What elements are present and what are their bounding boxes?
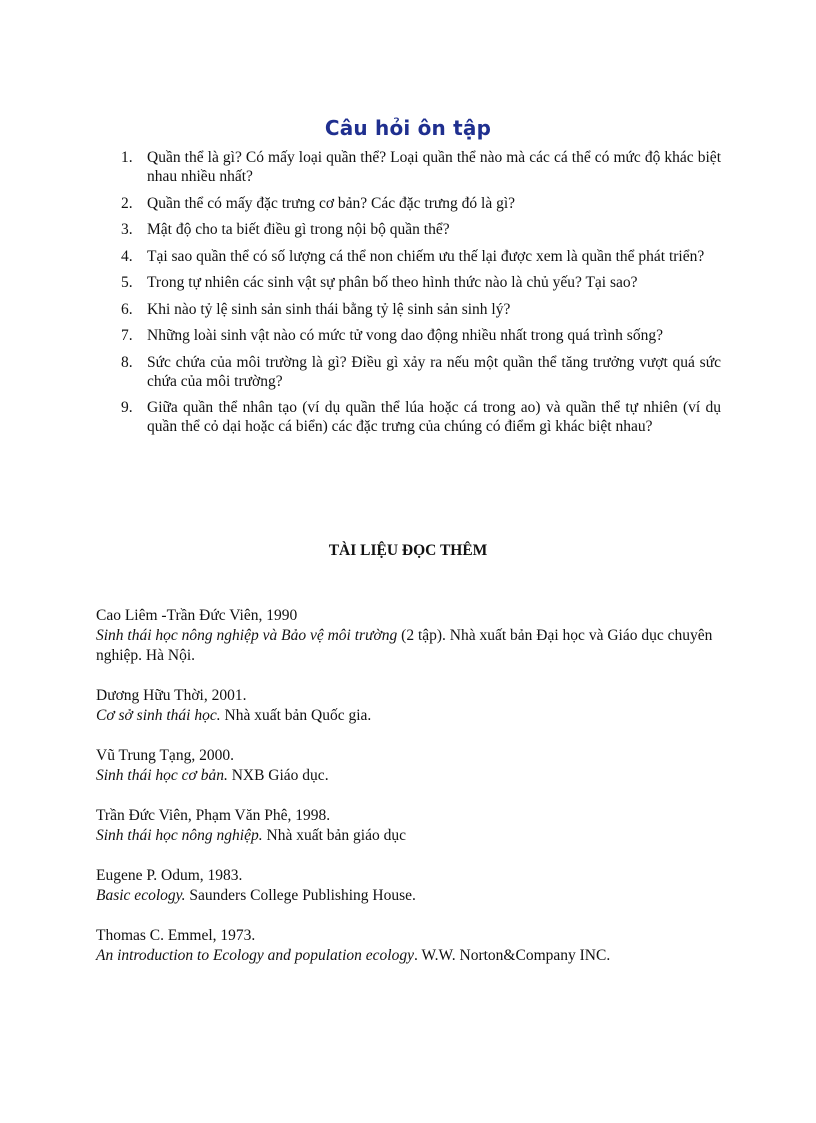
reference-author: Trần Đức Viên, Phạm Văn Phê, 1998.: [96, 807, 331, 824]
reference-author: Vũ Trung Tạng, 2000.: [96, 747, 234, 764]
question-text: Những loài sinh vật nào có mức tử vong dao động nhiều nhất trong quá trình sống?: [147, 327, 663, 344]
question-number: 2.: [121, 194, 133, 212]
question-text: Trong tự nhiên các sinh vật sự phân bố theo hình thức nào là chủ yếu? Tại sao?: [147, 274, 638, 291]
question-text: Khi nào tỷ lệ sinh sản sinh thái bằng tỷ lệ sinh sản sinh lý?: [147, 300, 511, 318]
question-item: [121, 148, 721, 186]
question-number: 7.: [121, 327, 133, 344]
reference-publisher: Nhà xuất bản giáo dục: [262, 827, 406, 844]
question-item: [121, 398, 721, 436]
question-text: Mật độ cho ta biết điều gì trong nội bộ quần thể?: [147, 221, 450, 238]
reference-author: Thomas C. Emmel, 1973.: [96, 927, 256, 944]
question-text: Quần thể có mấy đặc trưng cơ bản? Các đặc trưng đó là gì?: [147, 194, 516, 212]
question-text: Giữa quần thể nhân tạo (ví dụ quần thể lúa hoặc cá trong ao) và quần thể tự nhiên (ví dụ quần thể cỏ dại hoặc cá biển) các đặc trưng của chúng có điểm gì khác biệt nhau?: [147, 399, 721, 435]
reference-entry: [96, 686, 736, 726]
reference-details: [96, 766, 736, 786]
reference-author: Cao Liêm -Trần Đức Viên, 1990: [96, 607, 298, 624]
reference-details: [96, 626, 736, 666]
question-number: 1.: [121, 149, 133, 166]
reference-publisher: Nhà xuất bản Quốc gia.: [220, 707, 372, 724]
question-item: [121, 326, 721, 345]
reference-title: Basic ecology.: [96, 887, 186, 904]
reference-entry: [96, 926, 736, 966]
question-number: 4.: [121, 247, 133, 265]
references-heading: TÀI LIỆU ĐỌC THÊM: [328, 542, 488, 559]
reference-entry: [96, 866, 736, 906]
reference-publisher: Saunders College Publishing House.: [185, 887, 416, 904]
reference-entry: [96, 746, 736, 786]
reference-title: An introduction to Ecology and population ecology: [96, 947, 414, 964]
reference-publisher: NXB Giáo dục.: [227, 767, 329, 784]
reference-author: Dương Hữu Thời, 2001.: [96, 687, 247, 704]
reference-list: [96, 606, 736, 986]
reference-title: Sinh thái học cơ bản.: [96, 767, 228, 784]
page-heading: Câu hỏi ôn tập: [324, 116, 492, 140]
question-number: 5.: [121, 274, 133, 291]
question-text: Tại sao quần thể có số lượng cá thể non chiếm ưu thế lại được xem là quần thể phát triển?: [147, 247, 705, 265]
reference-author: Eugene P. Odum, 1983.: [96, 867, 243, 884]
reference-entry: [96, 806, 736, 846]
question-item: [121, 247, 721, 266]
question-number: 9.: [121, 399, 133, 416]
question-item: [121, 300, 721, 319]
question-text: Sức chứa của môi trường là gì? Điều gì xảy ra nếu một quần thể tăng trưởng vượt quá sức chứa của môi trường?: [147, 353, 721, 390]
reference-title: Sinh thái học nông nghiệp.: [96, 827, 263, 844]
question-text: Quần thể là gì? Có mấy loại quần thể? Loại quần thể nào mà các cá thể có mức độ khác biệt nhau nhiều nhất?: [147, 149, 721, 185]
reference-details: [96, 946, 736, 966]
question-item: [121, 194, 721, 213]
question-item: [121, 273, 721, 292]
reference-title: Cơ sở sinh thái học.: [96, 707, 221, 724]
reference-entry: [96, 606, 736, 666]
reference-publisher: (2 tập). Nhà xuất bản Đại học và Giáo dục chuyên nghiệp. Hà Nội.: [96, 627, 713, 664]
reference-details: [96, 826, 736, 846]
question-number: 8.: [121, 353, 133, 371]
question-number: 3.: [121, 221, 133, 238]
question-number: 6.: [121, 300, 133, 318]
reference-title: Sinh thái học nông nghiệp và Bảo vệ môi trường: [96, 627, 398, 644]
reference-details: [96, 886, 736, 906]
reference-details: [96, 706, 736, 726]
reference-publisher: . W.W. Norton&Company INC.: [414, 947, 611, 964]
review-question-list: [121, 148, 721, 444]
question-item: [121, 220, 721, 239]
question-item: [121, 353, 721, 391]
